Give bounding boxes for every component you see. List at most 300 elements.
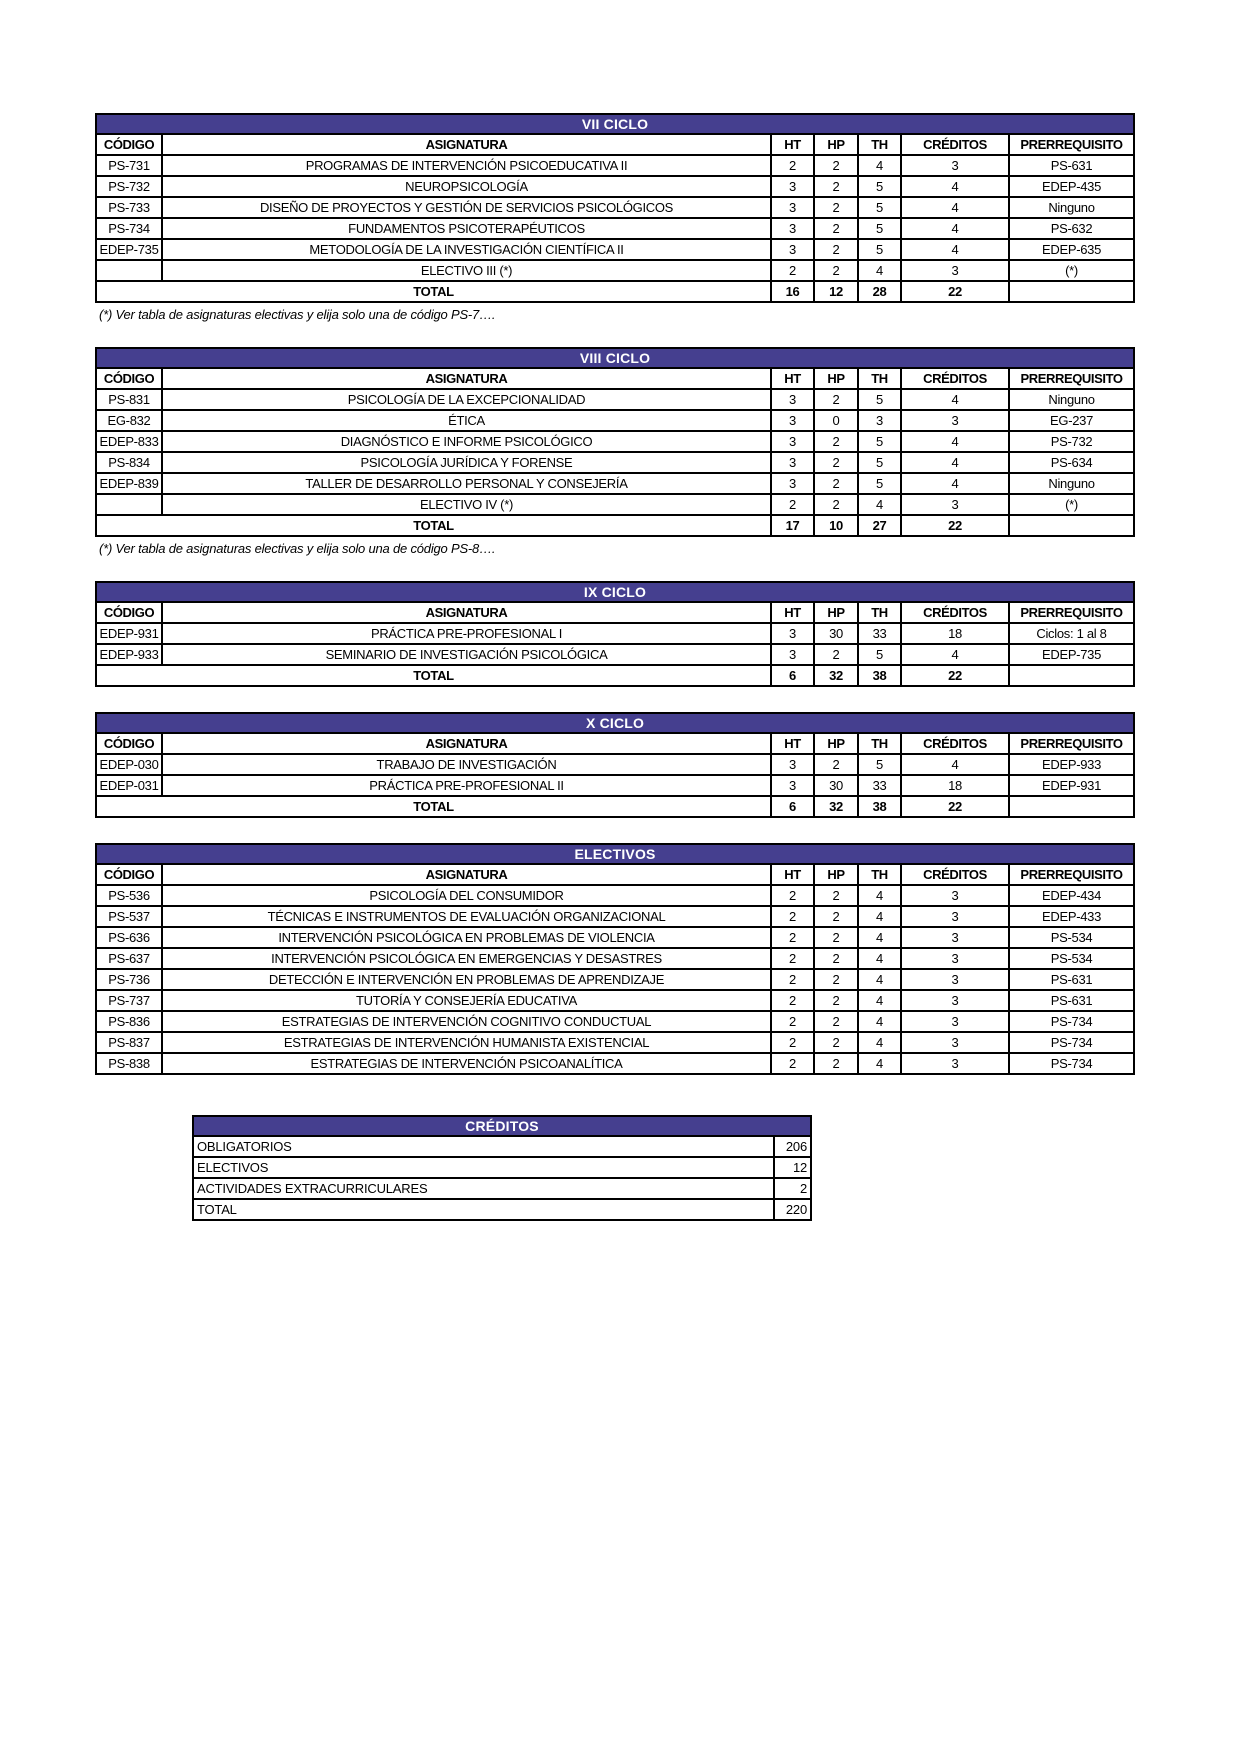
- cell-hp: 2: [814, 754, 858, 775]
- total-creditos: 22: [901, 796, 1009, 817]
- cell-codigo: [96, 494, 162, 515]
- col-header-creditos: CRÉDITOS: [901, 864, 1009, 885]
- table-title-band: [96, 713, 1134, 733]
- cell-prerrequisito: Ciclos: 1 al 8: [1009, 623, 1134, 644]
- table-title: VII CICLO: [96, 114, 1134, 134]
- cell-codigo: PS-838: [96, 1053, 162, 1074]
- cell-hp: 2: [814, 990, 858, 1011]
- col-header-asignatura: ASIGNATURA: [162, 864, 771, 885]
- cell-th: 4: [858, 1032, 901, 1053]
- cell-prerrequisito: EDEP-931: [1009, 775, 1134, 796]
- cell-codigo: PS-536: [96, 885, 162, 906]
- col-header-ht: HT: [771, 134, 814, 155]
- cell-prerrequisito: EDEP-933: [1009, 754, 1134, 775]
- cell-ht: 2: [771, 260, 814, 281]
- col-header-asignatura: ASIGNATURA: [162, 602, 771, 623]
- course-row: [96, 885, 1134, 906]
- cell-creditos: 4: [901, 473, 1009, 494]
- course-row: [96, 754, 1134, 775]
- total-ht: 6: [771, 796, 814, 817]
- cell-asignatura: PRÁCTICA PRE-PROFESIONAL I: [162, 623, 771, 644]
- cell-ht: 2: [771, 906, 814, 927]
- cell-th: 4: [858, 927, 901, 948]
- cell-prerrequisito: PS-734: [1009, 1032, 1134, 1053]
- col-header-creditos: CRÉDITOS: [901, 602, 1009, 623]
- cell-asignatura: PSICOLOGÍA DE LA EXCEPCIONALIDAD: [162, 389, 771, 410]
- total-th: 38: [858, 665, 901, 686]
- course-row: [96, 431, 1134, 452]
- cell-ht: 3: [771, 176, 814, 197]
- total-label: TOTAL: [96, 796, 771, 817]
- total-row: [96, 515, 1134, 536]
- cell-hp: 2: [814, 927, 858, 948]
- cell-asignatura: ELECTIVO III (*): [162, 260, 771, 281]
- cell-creditos: 4: [901, 176, 1009, 197]
- course-row: [96, 155, 1134, 176]
- cell-creditos: 3: [901, 410, 1009, 431]
- col-header-ht: HT: [771, 864, 814, 885]
- col-header-prerrequisito: PRERREQUISITO: [1009, 864, 1134, 885]
- cell-ht: 2: [771, 885, 814, 906]
- cell-hp: 2: [814, 1032, 858, 1053]
- credits-title-band: [193, 1116, 811, 1136]
- section-electivos: [95, 843, 1133, 1075]
- cell-hp: 2: [814, 494, 858, 515]
- credits-row-value: 12: [774, 1157, 811, 1178]
- cell-prerrequisito: EDEP-635: [1009, 239, 1134, 260]
- total-th: 28: [858, 281, 901, 302]
- cell-ht: 3: [771, 197, 814, 218]
- total-th: 38: [858, 796, 901, 817]
- cell-asignatura: INTERVENCIÓN PSICOLÓGICA EN EMERGENCIAS Y DESASTRES: [162, 948, 771, 969]
- col-header-ht: HT: [771, 733, 814, 754]
- cell-ht: 3: [771, 473, 814, 494]
- cell-creditos: 3: [901, 260, 1009, 281]
- cell-codigo: EDEP-735: [96, 239, 162, 260]
- cell-codigo: [96, 260, 162, 281]
- cell-hp: 0: [814, 410, 858, 431]
- cell-codigo: PS-837: [96, 1032, 162, 1053]
- column-header-row: [96, 368, 1134, 389]
- cell-th: 4: [858, 155, 901, 176]
- credits-row: [193, 1136, 811, 1157]
- course-row: [96, 1053, 1134, 1074]
- cell-th: 5: [858, 218, 901, 239]
- cell-creditos: 3: [901, 885, 1009, 906]
- col-header-th: TH: [858, 134, 901, 155]
- col-header-hp: HP: [814, 368, 858, 389]
- cell-creditos: 18: [901, 623, 1009, 644]
- cell-th: 33: [858, 775, 901, 796]
- col-header-codigo: CÓDIGO: [96, 864, 162, 885]
- total-label: TOTAL: [96, 515, 771, 536]
- total-th: 27: [858, 515, 901, 536]
- cell-asignatura: TUTORÍA Y CONSEJERÍA EDUCATIVA: [162, 990, 771, 1011]
- course-row: [96, 239, 1134, 260]
- column-header-row: [96, 602, 1134, 623]
- cell-th: 4: [858, 1053, 901, 1074]
- cell-th: 4: [858, 969, 901, 990]
- col-header-codigo: CÓDIGO: [96, 368, 162, 389]
- cell-codigo: EDEP-839: [96, 473, 162, 494]
- cell-codigo: PS-636: [96, 927, 162, 948]
- cell-hp: 2: [814, 1011, 858, 1032]
- cell-ht: 3: [771, 754, 814, 775]
- cell-hp: 2: [814, 176, 858, 197]
- table-ix-ciclo: [95, 581, 1135, 687]
- col-header-hp: HP: [814, 733, 858, 754]
- cell-prerrequisito: PS-734: [1009, 1011, 1134, 1032]
- cell-asignatura: ESTRATEGIAS DE INTERVENCIÓN COGNITIVO CONDUCTUAL: [162, 1011, 771, 1032]
- column-header-row: [96, 733, 1134, 754]
- cell-asignatura: METODOLOGÍA DE LA INVESTIGACIÓN CIENTÍFICA II: [162, 239, 771, 260]
- col-header-hp: HP: [814, 864, 858, 885]
- cell-prerrequisito: Ninguno: [1009, 389, 1134, 410]
- credits-title: CRÉDITOS: [193, 1116, 811, 1136]
- cell-th: 4: [858, 906, 901, 927]
- col-header-ht: HT: [771, 602, 814, 623]
- total-hp: 10: [814, 515, 858, 536]
- cell-th: 4: [858, 494, 901, 515]
- cell-asignatura: ESTRATEGIAS DE INTERVENCIÓN PSICOANALÍTICA: [162, 1053, 771, 1074]
- cell-ht: 3: [771, 623, 814, 644]
- cell-prerrequisito: PS-634: [1009, 452, 1134, 473]
- cell-prerrequisito: (*): [1009, 260, 1134, 281]
- cell-hp: 2: [814, 906, 858, 927]
- cell-th: 4: [858, 948, 901, 969]
- course-row: [96, 1011, 1134, 1032]
- credits-row: [193, 1178, 811, 1199]
- cell-hp: 2: [814, 452, 858, 473]
- cell-codigo: PS-836: [96, 1011, 162, 1032]
- table-title: X CICLO: [96, 713, 1134, 733]
- col-header-prerrequisito: PRERREQUISITO: [1009, 733, 1134, 754]
- cell-prerrequisito: PS-732: [1009, 431, 1134, 452]
- cell-creditos: 3: [901, 948, 1009, 969]
- total-ht: 16: [771, 281, 814, 302]
- cell-th: 5: [858, 431, 901, 452]
- electives-footnote: (*) Ver tabla de asignaturas electivas y elija solo una de código PS-7….: [99, 307, 496, 322]
- course-row: [96, 948, 1134, 969]
- cell-creditos: 4: [901, 644, 1009, 665]
- col-header-creditos: CRÉDITOS: [901, 368, 1009, 389]
- cell-hp: 2: [814, 218, 858, 239]
- cell-codigo: EDEP-833: [96, 431, 162, 452]
- cell-ht: 3: [771, 431, 814, 452]
- cell-th: 4: [858, 260, 901, 281]
- cell-asignatura: DISEÑO DE PROYECTOS Y GESTIÓN DE SERVICIOS PSICOLÓGICOS: [162, 197, 771, 218]
- cell-asignatura: TALLER DE DESARROLLO PERSONAL Y CONSEJERÍA: [162, 473, 771, 494]
- table-title: VIII CICLO: [96, 348, 1134, 368]
- cell-asignatura: PROGRAMAS DE INTERVENCIÓN PSICOEDUCATIVA II: [162, 155, 771, 176]
- cell-hp: 2: [814, 155, 858, 176]
- cell-codigo: PS-733: [96, 197, 162, 218]
- cell-creditos: 4: [901, 389, 1009, 410]
- cell-creditos: 3: [901, 969, 1009, 990]
- cell-ht: 3: [771, 644, 814, 665]
- col-header-creditos: CRÉDITOS: [901, 134, 1009, 155]
- table-vii-ciclo: [95, 113, 1135, 303]
- col-header-codigo: CÓDIGO: [96, 733, 162, 754]
- cell-hp: 2: [814, 969, 858, 990]
- cell-asignatura: PRÁCTICA PRE-PROFESIONAL II: [162, 775, 771, 796]
- course-row: [96, 452, 1134, 473]
- cell-th: 5: [858, 239, 901, 260]
- section-x-ciclo: [95, 712, 1133, 818]
- col-header-ht: HT: [771, 368, 814, 389]
- cell-asignatura: FUNDAMENTOS PSICOTERAPÉUTICOS: [162, 218, 771, 239]
- credits-row: [193, 1199, 811, 1220]
- cell-th: 5: [858, 176, 901, 197]
- credits-row-label: ELECTIVOS: [193, 1157, 774, 1178]
- cell-codigo: PS-537: [96, 906, 162, 927]
- col-header-codigo: CÓDIGO: [96, 134, 162, 155]
- cell-codigo: PS-637: [96, 948, 162, 969]
- cell-ht: 3: [771, 389, 814, 410]
- cell-prerrequisito: PS-734: [1009, 1053, 1134, 1074]
- table-title-band: [96, 114, 1134, 134]
- cell-ht: 3: [771, 239, 814, 260]
- total-creditos: 22: [901, 281, 1009, 302]
- credits-area: [95, 1115, 1133, 1221]
- credits-row-value: 206: [774, 1136, 811, 1157]
- total-hp: 12: [814, 281, 858, 302]
- electives-footnote: (*) Ver tabla de asignaturas electivas y elija solo una de código PS-8….: [99, 541, 496, 556]
- table-x-ciclo: [95, 712, 1135, 818]
- cell-codigo: PS-737: [96, 990, 162, 1011]
- credits-row-label: OBLIGATORIOS: [193, 1136, 774, 1157]
- cell-asignatura: DIAGNÓSTICO E INFORME PSICOLÓGICO: [162, 431, 771, 452]
- cell-prerrequisito: EG-237: [1009, 410, 1134, 431]
- cell-creditos: 3: [901, 990, 1009, 1011]
- cell-ht: 2: [771, 990, 814, 1011]
- credits-row-label: TOTAL: [193, 1199, 774, 1220]
- total-hp: 32: [814, 796, 858, 817]
- credits-row-label: ACTIVIDADES EXTRACURRICULARES: [193, 1178, 774, 1199]
- column-header-row: [96, 134, 1134, 155]
- total-label: TOTAL: [96, 281, 771, 302]
- table-title-band: [96, 348, 1134, 368]
- cell-prerrequisito: EDEP-434: [1009, 885, 1134, 906]
- col-header-codigo: CÓDIGO: [96, 602, 162, 623]
- cell-hp: 2: [814, 948, 858, 969]
- course-row: [96, 644, 1134, 665]
- section-vii-ciclo: [95, 113, 1133, 322]
- course-row: [96, 969, 1134, 990]
- cell-prerrequisito: Ninguno: [1009, 197, 1134, 218]
- cell-th: 5: [858, 389, 901, 410]
- total-prerrequisito-empty: [1009, 796, 1134, 817]
- cell-hp: 2: [814, 239, 858, 260]
- curriculum-page: [95, 113, 1133, 1221]
- cell-th: 5: [858, 452, 901, 473]
- cell-ht: 3: [771, 410, 814, 431]
- cell-creditos: 4: [901, 197, 1009, 218]
- cell-creditos: 3: [901, 1053, 1009, 1074]
- cell-codigo: PS-831: [96, 389, 162, 410]
- cell-hp: 2: [814, 644, 858, 665]
- col-header-th: TH: [858, 602, 901, 623]
- cell-asignatura: SEMINARIO DE INVESTIGACIÓN PSICOLÓGICA: [162, 644, 771, 665]
- cell-ht: 3: [771, 775, 814, 796]
- cell-codigo: PS-731: [96, 155, 162, 176]
- col-header-th: TH: [858, 733, 901, 754]
- cell-hp: 2: [814, 197, 858, 218]
- cell-hp: 2: [814, 473, 858, 494]
- cell-hp: 2: [814, 431, 858, 452]
- cell-prerrequisito: PS-631: [1009, 990, 1134, 1011]
- column-header-row: [96, 864, 1134, 885]
- cell-codigo: PS-734: [96, 218, 162, 239]
- course-row: [96, 218, 1134, 239]
- cell-th: 5: [858, 473, 901, 494]
- cell-prerrequisito: PS-631: [1009, 969, 1134, 990]
- cell-codigo: EDEP-030: [96, 754, 162, 775]
- total-prerrequisito-empty: [1009, 515, 1134, 536]
- cell-hp: 2: [814, 885, 858, 906]
- cell-creditos: 3: [901, 927, 1009, 948]
- col-header-th: TH: [858, 368, 901, 389]
- credits-row-value: 2: [774, 1178, 811, 1199]
- col-header-hp: HP: [814, 134, 858, 155]
- cell-ht: 2: [771, 1011, 814, 1032]
- cell-codigo: PS-736: [96, 969, 162, 990]
- cell-hp: 2: [814, 260, 858, 281]
- total-creditos: 22: [901, 665, 1009, 686]
- cell-creditos: 4: [901, 754, 1009, 775]
- cell-hp: 2: [814, 1053, 858, 1074]
- cell-th: 4: [858, 885, 901, 906]
- cell-asignatura: PSICOLOGÍA JURÍDICA Y FORENSE: [162, 452, 771, 473]
- cell-creditos: 4: [901, 239, 1009, 260]
- cell-codigo: EDEP-933: [96, 644, 162, 665]
- cell-asignatura: PSICOLOGÍA DEL CONSUMIDOR: [162, 885, 771, 906]
- cell-ht: 2: [771, 1032, 814, 1053]
- col-header-hp: HP: [814, 602, 858, 623]
- col-header-asignatura: ASIGNATURA: [162, 733, 771, 754]
- course-row: [96, 176, 1134, 197]
- cell-prerrequisito: EDEP-433: [1009, 906, 1134, 927]
- col-header-asignatura: ASIGNATURA: [162, 368, 771, 389]
- course-row: [96, 389, 1134, 410]
- col-header-prerrequisito: PRERREQUISITO: [1009, 134, 1134, 155]
- cell-creditos: 4: [901, 431, 1009, 452]
- cell-asignatura: DETECCIÓN E INTERVENCIÓN EN PROBLEMAS DE APRENDIZAJE: [162, 969, 771, 990]
- cell-asignatura: TÉCNICAS E INSTRUMENTOS DE EVALUACIÓN ORGANIZACIONAL: [162, 906, 771, 927]
- table-creditos: [192, 1115, 812, 1221]
- credits-row-value: 220: [774, 1199, 811, 1220]
- total-row: [96, 665, 1134, 686]
- col-header-th: TH: [858, 864, 901, 885]
- cell-th: 33: [858, 623, 901, 644]
- cell-th: 4: [858, 990, 901, 1011]
- cell-th: 4: [858, 1011, 901, 1032]
- cell-th: 3: [858, 410, 901, 431]
- course-row: [96, 990, 1134, 1011]
- cell-creditos: 3: [901, 1011, 1009, 1032]
- cell-prerrequisito: EDEP-435: [1009, 176, 1134, 197]
- cell-prerrequisito: Ninguno: [1009, 473, 1134, 494]
- total-row: [96, 281, 1134, 302]
- cell-ht: 3: [771, 218, 814, 239]
- cell-prerrequisito: PS-631: [1009, 155, 1134, 176]
- cell-ht: 2: [771, 1053, 814, 1074]
- total-creditos: 22: [901, 515, 1009, 536]
- cell-asignatura: NEUROPSICOLOGÍA: [162, 176, 771, 197]
- cell-asignatura: TRABAJO DE INVESTIGACIÓN: [162, 754, 771, 775]
- course-row: [96, 410, 1134, 431]
- col-header-asignatura: ASIGNATURA: [162, 134, 771, 155]
- cell-hp: 30: [814, 623, 858, 644]
- cell-asignatura: ELECTIVO IV (*): [162, 494, 771, 515]
- cell-codigo: PS-834: [96, 452, 162, 473]
- col-header-creditos: CRÉDITOS: [901, 733, 1009, 754]
- course-row: [96, 623, 1134, 644]
- cell-hp: 2: [814, 389, 858, 410]
- course-row: [96, 906, 1134, 927]
- cell-ht: 3: [771, 452, 814, 473]
- cell-asignatura: INTERVENCIÓN PSICOLÓGICA EN PROBLEMAS DE VIOLENCIA: [162, 927, 771, 948]
- cell-th: 5: [858, 644, 901, 665]
- course-row: [96, 1032, 1134, 1053]
- cell-creditos: 4: [901, 218, 1009, 239]
- cell-prerrequisito: PS-534: [1009, 927, 1134, 948]
- cell-prerrequisito: (*): [1009, 494, 1134, 515]
- cell-prerrequisito: EDEP-735: [1009, 644, 1134, 665]
- cell-creditos: 4: [901, 452, 1009, 473]
- cell-ht: 2: [771, 155, 814, 176]
- section-viii-ciclo: [95, 347, 1133, 556]
- table-title-band: [96, 582, 1134, 602]
- course-row: [96, 494, 1134, 515]
- course-row: [96, 260, 1134, 281]
- total-hp: 32: [814, 665, 858, 686]
- cell-asignatura: ÉTICA: [162, 410, 771, 431]
- cell-hp: 30: [814, 775, 858, 796]
- cell-prerrequisito: PS-534: [1009, 948, 1134, 969]
- col-header-prerrequisito: PRERREQUISITO: [1009, 368, 1134, 389]
- table-title: ELECTIVOS: [96, 844, 1134, 864]
- total-row: [96, 796, 1134, 817]
- table-electivos: [95, 843, 1135, 1075]
- credits-row: [193, 1157, 811, 1178]
- table-title: IX CICLO: [96, 582, 1134, 602]
- cell-ht: 2: [771, 927, 814, 948]
- total-prerrequisito-empty: [1009, 665, 1134, 686]
- cell-th: 5: [858, 197, 901, 218]
- cell-creditos: 18: [901, 775, 1009, 796]
- course-row: [96, 775, 1134, 796]
- cell-prerrequisito: PS-632: [1009, 218, 1134, 239]
- cell-codigo: EG-832: [96, 410, 162, 431]
- section-ix-ciclo: [95, 581, 1133, 687]
- cell-ht: 2: [771, 969, 814, 990]
- total-ht: 17: [771, 515, 814, 536]
- course-row: [96, 197, 1134, 218]
- total-ht: 6: [771, 665, 814, 686]
- table-title-band: [96, 844, 1134, 864]
- ciclo-tables-area: [95, 113, 1133, 1075]
- course-row: [96, 473, 1134, 494]
- col-header-prerrequisito: PRERREQUISITO: [1009, 602, 1134, 623]
- cell-codigo: PS-732: [96, 176, 162, 197]
- cell-asignatura: ESTRATEGIAS DE INTERVENCIÓN HUMANISTA EXISTENCIAL: [162, 1032, 771, 1053]
- course-row: [96, 927, 1134, 948]
- total-prerrequisito-empty: [1009, 281, 1134, 302]
- table-viii-ciclo: [95, 347, 1135, 537]
- cell-codigo: EDEP-931: [96, 623, 162, 644]
- cell-ht: 2: [771, 948, 814, 969]
